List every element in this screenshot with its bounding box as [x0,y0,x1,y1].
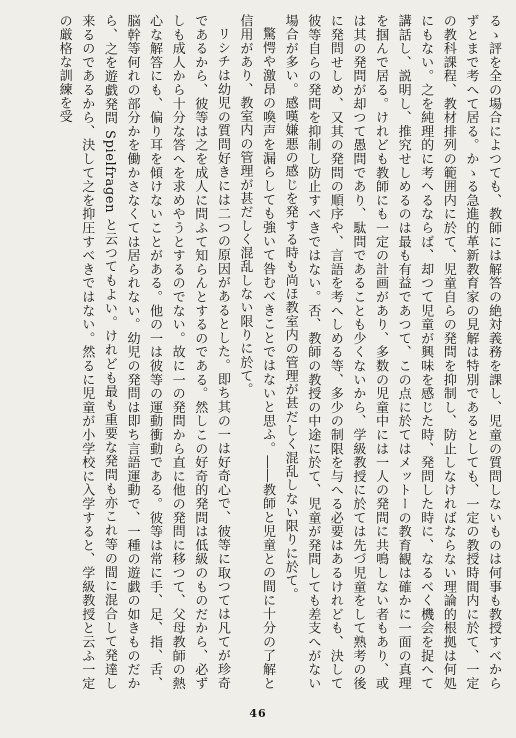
page-number: 46 [249,707,267,720]
paragraph: 驚愕や激昂の喚声を漏らしても強いて咎むべきことではないと思ふ。――教師と児童との間に十分の了解と信用があり、教室内の管理が甚だしく混乱しない限りに於て。 [237,14,276,690]
paragraph: リシチは幼児の質問好きには二つの原因があるとした。即ち其の一は好奇心で、彼等に取つては凡てが珍奇であるから、彼等は之を成人に問ふて知らんとするのである。然しこの好奇的発問は低級のものだから、必ずしも成人から十分な答へを求めやうとするのでない。故に一の発問から直に他の発問に移つて、父母教師の熱心な解答にも、偏り耳を傾けないことがある。他の一は彼等の運動衝動である。彼等は常に手、足、指、舌、脳幹等何れの部分かを働かさなくては居られない。幼児の発問は即ち言語運動で、一種の遊戯の如きものだから、之を遊戯発問 Spielfragen と云つてもよい。けれども最も重要な発問も亦これ等の間に混合して発達し来るのであるから、決して之を抑圧すべきではない。然るに児童が小学校に入学すると、学級教授と云ふ一定の厳格な訓練を受 [56,14,230,690]
vertical-text-body [12,14,504,690]
paragraph: るゝ評を全の場合によつても、教師には解答の絶対義務を課し、児童の質問しないものは何事も教授すべからずとまで考へて居る。かゝる急進的革新教育家の見解は特別であるとしても、一定の教授時間内に於て、一定の教科課程、教材排列の範囲内に於て、児童自らの発問を抑制し、防止しなければならない理論的根拠は何処にもない。之を純理的に考へるならば、却つて児童が興味を感じた時、発問した時に、なるべく機会を捉へて講話し、説明し、推究せしめるのは最も有益であつて、この点に於てはメットーの教育観は確かに一面の真理を掴んで居る。けれども教師にも一定の計画があり、多数の児童中には一人の発問に共鳴しない者もあり、或は其の発問が却つて愚問であり、駄問であることも少くないから、学級教授に於ては先づ児童をして熟考の後に発問せしめ、又其の発問の順序や、言語を考へしめる等、多少の制限を与へる必要はあるけれども、決して彼等自らの発問を抑制し防止すべきではない。否、教師の教授の中途に於て、児童が発問しても差支へがない場合が多い。感嘆嫌悪の感じを発する時も尚ほ教室内の管理が甚だしく混乱しない限りに於て。 [282,14,501,690]
